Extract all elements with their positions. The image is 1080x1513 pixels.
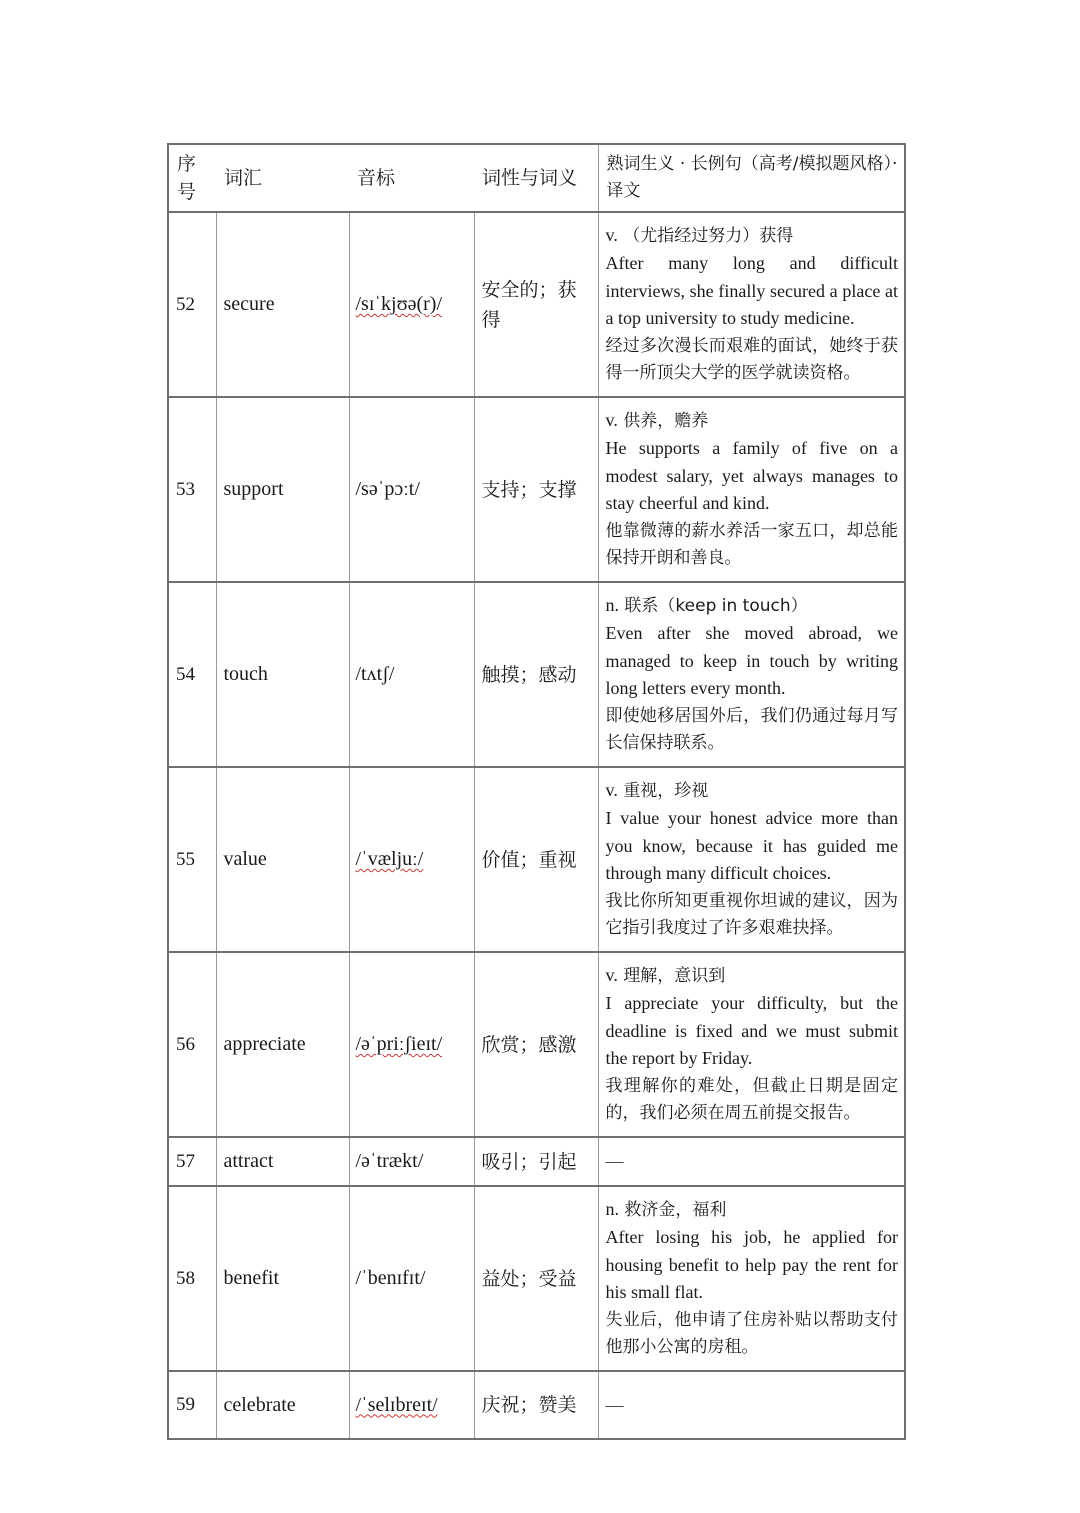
extended-sense [606,1196,899,1224]
row-extra [598,212,905,397]
phonetic-text: /sɪˈkjʊə(r)/ [355,293,443,315]
sense-text: 联系（keep in touch） [624,596,808,617]
row-meaning: 吸引；引起 [474,1137,598,1186]
row-extra [598,582,905,767]
row-word: benefit [216,1186,349,1371]
row-extra [598,952,905,1137]
row-phonetic [349,1137,474,1186]
header-meaning: 词性与词义 [474,144,598,212]
row-number: 59 [168,1371,216,1439]
extended-sense [606,592,899,620]
phonetic-text: /səˈpɔːt/ [355,478,420,500]
header-extra: 熟词生义 · 长例句（高考/模拟题风格）· 译文 [598,144,905,212]
empty-dash: — [605,1394,624,1415]
translation: 失业后，他申请了住房补贴以帮助支付他那小公寓的房租。 [605,1309,898,1357]
example-sentence: After many long and difficult interviews, she finally secured a place at a top university to study medicine. [605,253,898,329]
row-word: appreciate [216,952,349,1137]
row-word: celebrate [216,1371,349,1439]
sense-text: 理解，意识到 [623,966,726,987]
translation: 他靠微薄的薪水养活一家五口，却总能保持开朗和善良。 [605,520,898,568]
row-phonetic [349,767,474,952]
row-number: 52 [168,212,216,397]
example-sentence: After losing his job, he applied for housing benefit to help pay the rent for his small flat. [605,1227,898,1303]
phonetic-text: /əˈpriːʃieɪt/ [355,1033,443,1055]
example-sentence: Even after she moved abroad, we managed to keep in touch by writing long letters every month. [605,623,898,699]
part-of-speech: v. [605,965,618,986]
row-phonetic [349,582,474,767]
row-word: support [216,397,349,582]
row-meaning: 触摸；感动 [474,582,598,767]
header-phonetic: 音标 [349,144,474,212]
table-row [168,1186,905,1371]
row-extra [598,1137,905,1186]
part-of-speech: v. [605,225,618,246]
row-meaning: 安全的；获得 [474,212,598,397]
empty-dash: — [605,1151,624,1171]
extended-sense [606,777,899,805]
translation: 我理解你的难处，但截止日期是固定的，我们必须在周五前提交报告。 [605,1075,898,1123]
table-header-row [168,144,905,212]
phonetic-text: /ˈbenɪfɪt/ [355,1267,426,1289]
vocabulary-table [167,143,906,1440]
table-row [168,397,905,582]
example-sentence: I value your honest advice more than you know, because it has guided me through many difficult choices. [605,808,898,884]
table-row [168,212,905,397]
extended-sense [606,222,899,250]
row-word: touch [216,582,349,767]
row-extra [598,1186,905,1371]
row-word: attract [216,1137,349,1186]
row-meaning: 价值；重视 [474,767,598,952]
table-row [168,582,905,767]
part-of-speech: v. [605,780,618,801]
translation: 经过多次漫长而艰难的面试，她终于获得一所顶尖大学的医学就读资格。 [605,335,898,383]
part-of-speech: n. [605,595,619,616]
phonetic-text: /ˈvæljuː/ [355,848,424,870]
row-phonetic [349,397,474,582]
table-row [168,1137,905,1186]
row-number: 54 [168,582,216,767]
sense-text: （尤指经过努力）获得 [623,226,794,247]
example-sentence: I appreciate your difficulty, but the deadline is fixed and we must submit the report by Friday. [605,993,898,1069]
part-of-speech: v. [605,410,618,431]
row-phonetic [349,1371,474,1439]
row-number: 57 [168,1137,216,1186]
row-number: 56 [168,952,216,1137]
row-extra [598,397,905,582]
example-sentence: He supports a family of five on a modest salary, yet always manages to stay cheerful and kind. [605,438,898,514]
sense-text: 重视，珍视 [623,781,709,802]
phonetic-text: /əˈtrækt/ [355,1150,424,1172]
row-phonetic [349,952,474,1137]
translation: 我比你所知更重视你坦诚的建议，因为它指引我度过了许多艰难抉择。 [605,890,898,938]
row-phonetic [349,1186,474,1371]
header-num: 序号 [168,144,216,212]
translation: 即使她移居国外后，我们仍通过每月写长信保持联系。 [605,705,898,753]
row-number: 55 [168,767,216,952]
row-meaning: 支持；支撑 [474,397,598,582]
row-extra [598,1371,905,1439]
extended-sense [606,962,899,990]
table-row [168,767,905,952]
sense-text: 供养，赡养 [623,411,709,432]
phonetic-text: /ˈselɪbreɪt/ [355,1393,438,1416]
row-number: 58 [168,1186,216,1371]
row-extra [598,767,905,952]
extended-sense [606,407,899,435]
phonetic-text: /tʌtʃ/ [355,663,395,685]
row-word: secure [216,212,349,397]
row-word: value [216,767,349,952]
row-meaning: 庆祝；赞美 [474,1371,598,1439]
row-number: 53 [168,397,216,582]
part-of-speech: n. [605,1199,619,1220]
row-phonetic [349,212,474,397]
table-row [168,952,905,1137]
table-row [168,1371,905,1439]
row-meaning: 益处；受益 [474,1186,598,1371]
row-meaning: 欣赏；感激 [474,952,598,1137]
sense-text: 救济金，福利 [624,1200,727,1221]
header-word: 词汇 [216,144,349,212]
